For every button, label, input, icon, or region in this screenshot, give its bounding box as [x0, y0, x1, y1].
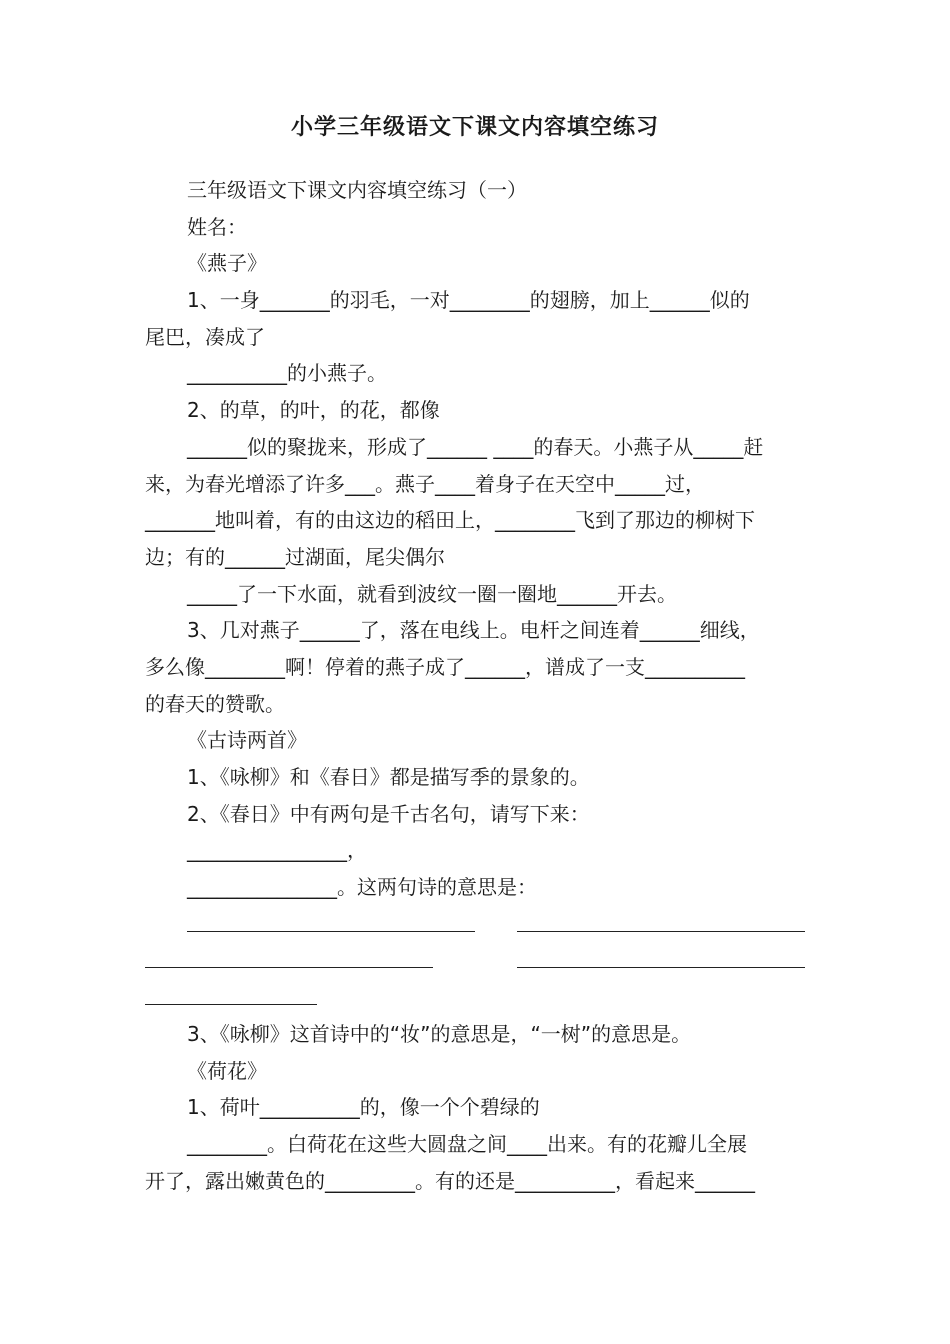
- question-line: 1、一身_______的羽毛，一对________的翅膀，加上______似的: [187, 288, 750, 313]
- exercise-subtitle: 三年级语文下课文内容填空练习（一）: [187, 178, 527, 202]
- answer-blank-row: [145, 942, 810, 979]
- question-line: 边；有的______过湖面，尾尖偶尔: [145, 544, 445, 569]
- document-title: 小学三年级语文下课文内容填空练习: [290, 115, 659, 140]
- question-line: ________。白荷花在这些大圆盘之间____出来。有的花瓣儿全展: [187, 1131, 747, 1156]
- answer-blank-row: [145, 979, 810, 1016]
- answer-blank-line: ________________，: [187, 838, 367, 863]
- question-line: 2、《春日》中有两句是千古名句，请写下来：: [187, 801, 590, 826]
- section-heading-yanzi: 《燕子》: [187, 251, 267, 276]
- name-field-label: 姓名：: [187, 214, 247, 239]
- question-line: _______________。这两句诗的意思是：: [187, 875, 537, 900]
- answer-blank: [187, 931, 475, 932]
- section-heading-gushi: 《古诗两首》: [187, 728, 307, 753]
- question-line: __________的小燕子。: [187, 361, 387, 386]
- question-line: 开了，露出嫩黄色的_________。有的还是__________，看起来______: [145, 1168, 755, 1193]
- answer-blank-row: [145, 906, 810, 943]
- answer-blank: [145, 1004, 317, 1005]
- answer-blank: [145, 967, 433, 968]
- question-line: 尾巴，凑成了: [145, 324, 265, 349]
- answer-blank: [517, 931, 805, 932]
- question-line: 的春天的赞歌。: [145, 691, 285, 716]
- question-line: 1、荷叶__________的，像一个个碧绿的: [187, 1095, 540, 1120]
- question-line: 2、的草，的叶，的花，都像: [187, 398, 440, 423]
- answer-blank: [517, 967, 805, 968]
- question-line: 1、《咏柳》和《春日》都是描写季的景象的。: [187, 765, 590, 789]
- question-line: ______似的聚拢来，形成了______ ____的春天。小燕子从_____赶: [187, 434, 764, 459]
- question-line: 多么像________啊！停着的燕子成了______，谱成了一支__________: [145, 654, 745, 679]
- question-line: 3、《咏柳》这首诗中的“妆”的意思是，“一树”的意思是。: [187, 1021, 692, 1046]
- question-line: _____了一下水面，就看到波纹一圈一圈地______开去。: [187, 581, 677, 606]
- question-line: _______地叫着，有的由这边的稻田上，________飞到了那边的柳树下: [145, 508, 755, 533]
- question-line: 来，为春光增添了许多___。燕子____着身子在天空中_____过，: [145, 471, 705, 496]
- document-body: [145, 172, 810, 1199]
- question-line: 3、几对燕子______了，落在电线上。电杆之间连着______细线，: [187, 618, 760, 643]
- section-heading-hehua: 《荷花》: [187, 1058, 267, 1083]
